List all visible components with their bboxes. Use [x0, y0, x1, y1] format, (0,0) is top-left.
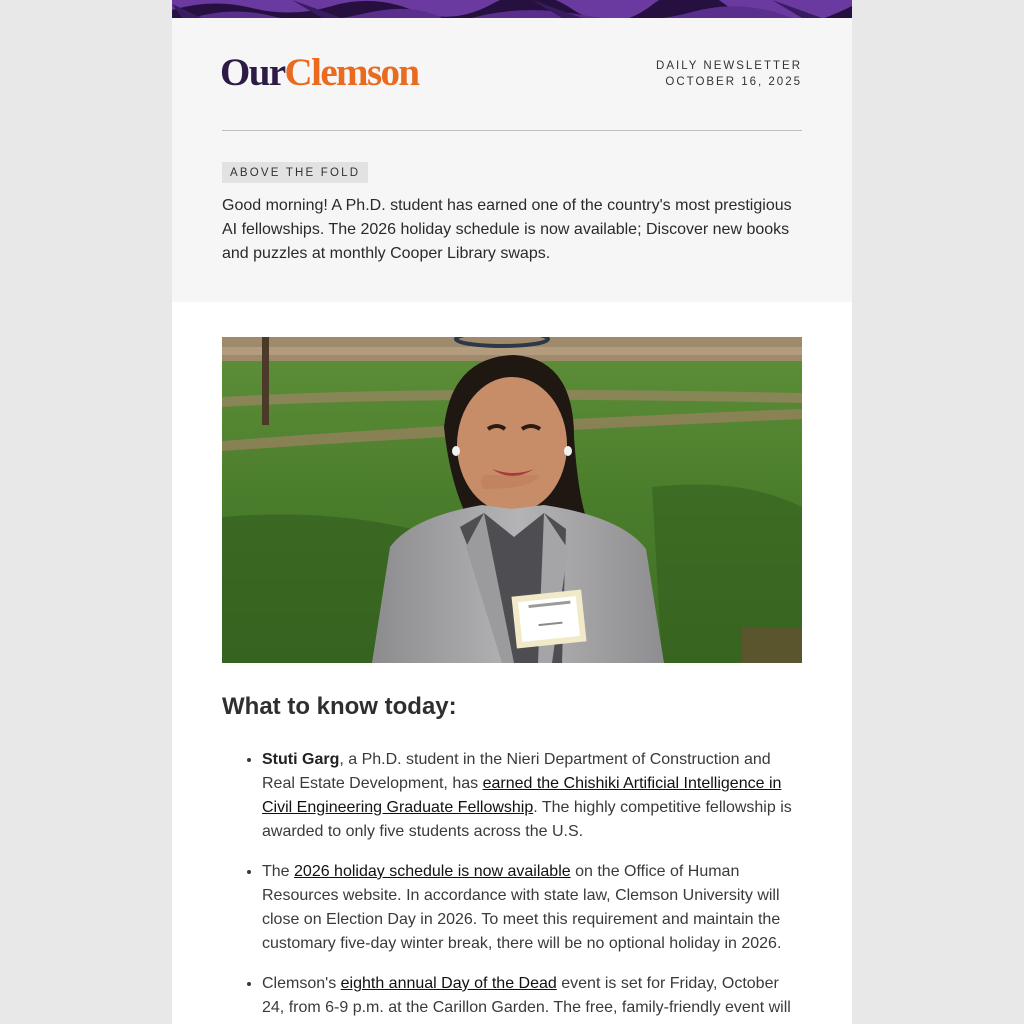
newsletter-email: [172, 0, 852, 1024]
hero-photo: [222, 337, 802, 663]
item-text: Clemson's: [262, 975, 341, 992]
news-list: [222, 748, 802, 1024]
header-area: [172, 18, 852, 302]
holiday-schedule-link[interactable]: 2026 holiday schedule is now available: [294, 863, 571, 880]
newsletter-date: OCTOBER 16, 2025: [665, 76, 802, 88]
fellowship-link[interactable]: earned the Chishiki Artificial Intelligence in Civil Engineering Graduate Fellowship: [262, 775, 782, 816]
item-text: , a Ph.D. student in the Nieri Department of Construction and Real Estate Development, has: [262, 751, 771, 792]
list-item: [262, 972, 802, 1020]
item-text: event is set for Friday, October 24, from 6-9 p.m. at the Carillon Garden. The free, family-friendly event will: [262, 975, 791, 1016]
section-heading: What to know today:: [222, 693, 457, 720]
list-item: [262, 748, 802, 844]
list-item: [262, 860, 802, 956]
logo-part-our: Our: [220, 51, 285, 94]
newsletter-label: DAILY NEWSLETTER: [656, 60, 802, 72]
person-name: Stuti Garg: [262, 751, 340, 768]
ourclemson-logo[interactable]: [220, 52, 419, 94]
masthead-meta: [656, 58, 802, 90]
item-text: on the Office of Human Resources website. In accordance with state law, Clemson University will close on Election Day in 2026. To meet this requirement and maintain the customary five-day winter break, there will be no optional holiday in 2026.: [262, 863, 782, 952]
logo-part-clemson: Clemson: [284, 51, 419, 94]
intro-paragraph: Good morning! A Ph.D. student has earned one of the country's most prestigious AI fellowships. The 2026 holiday schedule is now available; Discover new books and puzzles at monthly Cooper Library swaps.: [222, 197, 792, 262]
item-text: The: [262, 863, 295, 880]
day-of-the-dead-link[interactable]: eighth annual Day of the Dead: [340, 975, 557, 992]
top-decorative-band: [172, 0, 852, 18]
header-divider: [222, 130, 802, 131]
item-text: . The highly competitive fellowship is awarded to only five students across the U.S.: [262, 799, 792, 840]
above-the-fold-tag: ABOVE THE FOLD: [222, 162, 368, 183]
